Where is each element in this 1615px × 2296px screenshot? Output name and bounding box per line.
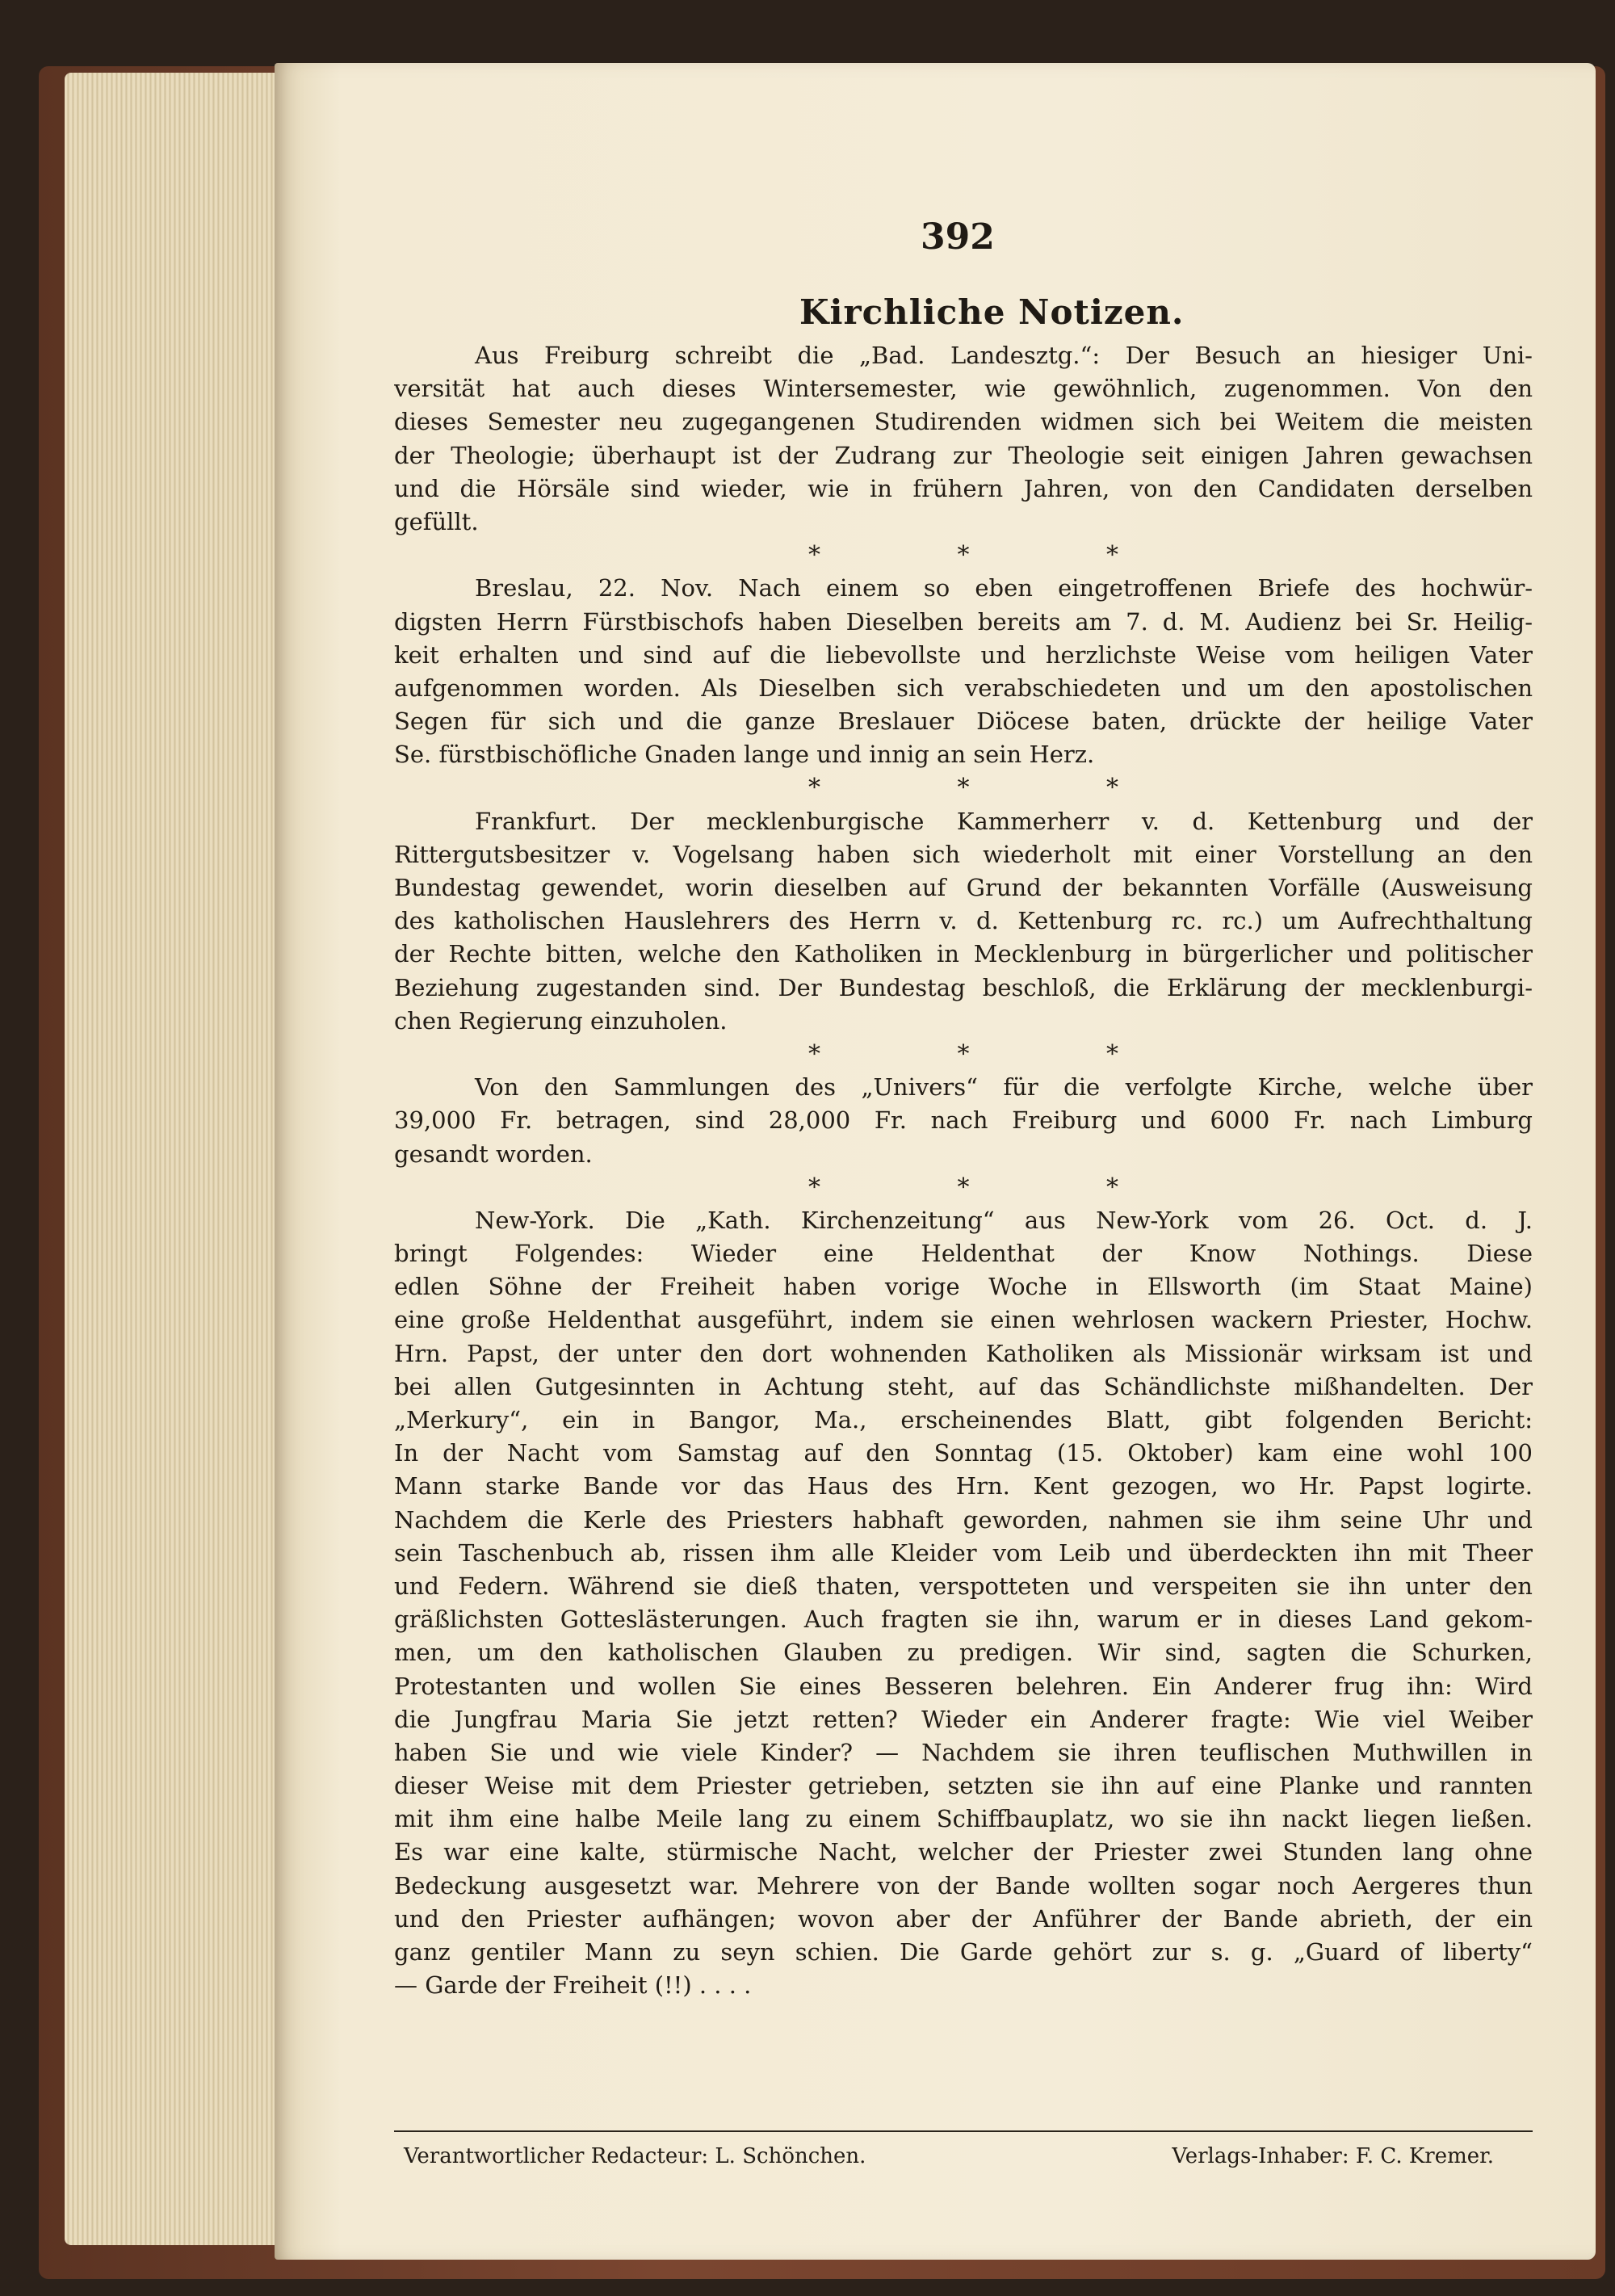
section-heading: Kirchliche Notizen. (799, 292, 1185, 332)
article-text (394, 339, 1533, 2002)
text-line: chen Regierung einzuholen. (394, 1006, 728, 1035)
text-line: des katholischen Hauslehrers des Herrn v. d. Kettenburg rc. rc.) um Aufrechthaltung (394, 907, 1533, 935)
text-line: sein Taschenbuch ab, rissen ihm alle Kleider vom Leib und überdeckten ihn mit Theer (394, 1538, 1533, 1567)
text-line: Beziehung zugestanden sind. Der Bundestag beschloß, die Erklärung der mecklenburgi- (394, 973, 1533, 1001)
page-edges (65, 73, 299, 2245)
text-line: der Rechte bitten, welche den Katholiken in Mecklenburg in bürgerlicher und politischer (394, 940, 1533, 968)
text-line: gräßlichsten Gotteslästerungen. Auch fragten sie ihn, warum er in dieses Land gekom- (394, 1606, 1533, 1634)
text-line: bei allen Gutgesinnten in Achtung steht, auf das Schändlichste mißhandelten. Der (394, 1372, 1533, 1400)
text-line: Bedeckung ausgesetzt war. Mehrere von der Bande wollten sogar noch Aergeres thun (394, 1871, 1533, 1899)
text-line: „Merkury“, ein in Bangor, Ma., erscheinendes Blatt, gibt folgenden Bericht: (394, 1406, 1533, 1433)
text-line: haben Sie und wie viele Kinder? — Nachdem sie ihren teuflischen Muthwillen in (394, 1738, 1533, 1766)
footer-publisher: Verlags-Inhaber: F. C. Kremer. (1172, 2144, 1494, 2168)
text-line: Rittergutsbesitzer v. Vogelsang haben sich wiederholt mit einer Vorstellung an den (394, 840, 1533, 868)
text-line: 39,000 Fr. betragen, sind 28,000 Fr. nach Freiburg und 6000 Fr. nach Limburg (394, 1106, 1533, 1135)
text-line: men, um den katholischen Glauben zu predigen. Wir sind, sagten die Schurken, (394, 1639, 1533, 1667)
text-line: ganz gentiler Mann zu seyn schien. Die Garde gehört zur s. g. „Guard of liberty“ (394, 1938, 1533, 1966)
text-line: und Federn. Während sie dieß thaten, verspotteten und verspeiten sie ihn unter den (394, 1572, 1533, 1600)
text-line: Mann starke Bande vor das Haus des Hrn. Kent gezogen, wo Hr. Papst logirte. (394, 1472, 1533, 1501)
text-line: Bundestag gewendet, worin dieselben auf Grund der bekannten Vorfälle (Ausweisung (394, 874, 1533, 901)
section-separator: * * * (808, 774, 1184, 803)
text-line: Hrn. Papst, der unter den dort wohnenden Katholiken als Missionär wirksam ist und (394, 1339, 1533, 1367)
text-line: die Jungfrau Maria Sie jetzt retten? Wieder ein Anderer fragte: Wie viel Weiber (394, 1705, 1533, 1733)
footer-editor: Verantwortlicher Redacteur: L. Schönchen. (404, 2144, 866, 2168)
text-line: der Theologie; überhaupt ist der Zudrang zur Theologie seit einigen Jahren gewachsen (394, 441, 1533, 469)
text-line: mit ihm eine halbe Meile lang zu einem Schiffbauplatz, wo sie ihn nackt liegen ließen. (394, 1805, 1533, 1833)
text-line: und den Priester aufhängen; wovon aber der Anführer der Bande abrieth, der ein (394, 1904, 1533, 1933)
text-line: Breslau, 22. Nov. Nach einem so eben eingetroffenen Briefe des hochwür- (475, 574, 1533, 602)
text-line: Segen für sich und die ganze Breslauer Diöcese baten, drückte der heilige Vater (394, 707, 1533, 736)
text-line: Nachdem die Kerle des Priesters habhaft geworden, nahmen sie ihm seine Uhr und (394, 1505, 1533, 1534)
footer-rule (394, 2130, 1533, 2132)
text-line: digsten Herrn Fürstbischofs haben Dieselben bereits am 7. d. M. Audienz bei Sr. Heilig- (394, 607, 1533, 636)
section-separator: * * * (808, 1039, 1184, 1068)
text-line: Von den Sammlungen des „Univers“ für die verfolgte Kirche, welche über (475, 1073, 1533, 1102)
text-line: dieses Semester neu zugegangenen Studirenden widmen sich bei Weitem die meisten (394, 408, 1533, 436)
text-line: Protestanten und wollen Sie eines Besseren belehren. Ein Anderer frug ihn: Wird (394, 1672, 1533, 1700)
text-line: Aus Freiburg schreibt die „Bad. Landesztg.“: Der Besuch an hiesiger Uni- (475, 342, 1533, 369)
text-line: keit erhalten und sind auf die liebevollste und herzlichste Weise vom heiligen Vater (394, 640, 1533, 669)
text-line: — Garde der Freiheit (!!) . . . . (394, 1971, 752, 2000)
text-line: Es war eine kalte, stürmische Nacht, welcher der Priester zwei Stunden lang ohne (394, 1838, 1533, 1866)
text-line: versität hat auch dieses Wintersemester, wie gewöhnlich, zugenommen. Von den (394, 375, 1533, 403)
text-line: gesandt worden. (394, 1140, 593, 1168)
text-line: Se. fürstbischöfliche Gnaden lange und innig an sein Herz. (394, 741, 1095, 769)
section-separator: * * * (808, 541, 1184, 570)
page-number: 392 (921, 216, 995, 258)
text-line: dieser Weise mit dem Priester getrieben, setzten sie ihn auf eine Planke und rannten (394, 1772, 1533, 1800)
text-line: eine große Heldenthat ausgeführt, indem sie einen wehrlosen wackern Priester, Hochw. (394, 1306, 1533, 1334)
text-line: New-York. Die „Kath. Kirchenzeitung“ aus New-York vom 26. Oct. d. J. (475, 1206, 1533, 1234)
text-line: In der Nacht vom Samstag auf den Sonntag (15. Oktober) kam eine wohl 100 (394, 1439, 1533, 1467)
text-line: gefüllt. (394, 507, 479, 535)
text-line: Frankfurt. Der mecklenburgische Kammerherr v. d. Kettenburg und der (475, 807, 1533, 835)
text-line: bringt Folgendes: Wieder eine Heldenthat der Know Nothings. Diese (394, 1240, 1533, 1268)
text-line: aufgenommen worden. Als Dieselben sich verabschiedeten und um den apostolischen (394, 674, 1533, 702)
section-separator: * * * (808, 1173, 1184, 1202)
text-line: und die Hörsäle sind wieder, wie in frühern Jahren, von den Candidaten derselben (394, 474, 1533, 502)
text-line: edlen Söhne der Freiheit haben vorige Woche in Ellsworth (im Staat Maine) (394, 1273, 1533, 1301)
